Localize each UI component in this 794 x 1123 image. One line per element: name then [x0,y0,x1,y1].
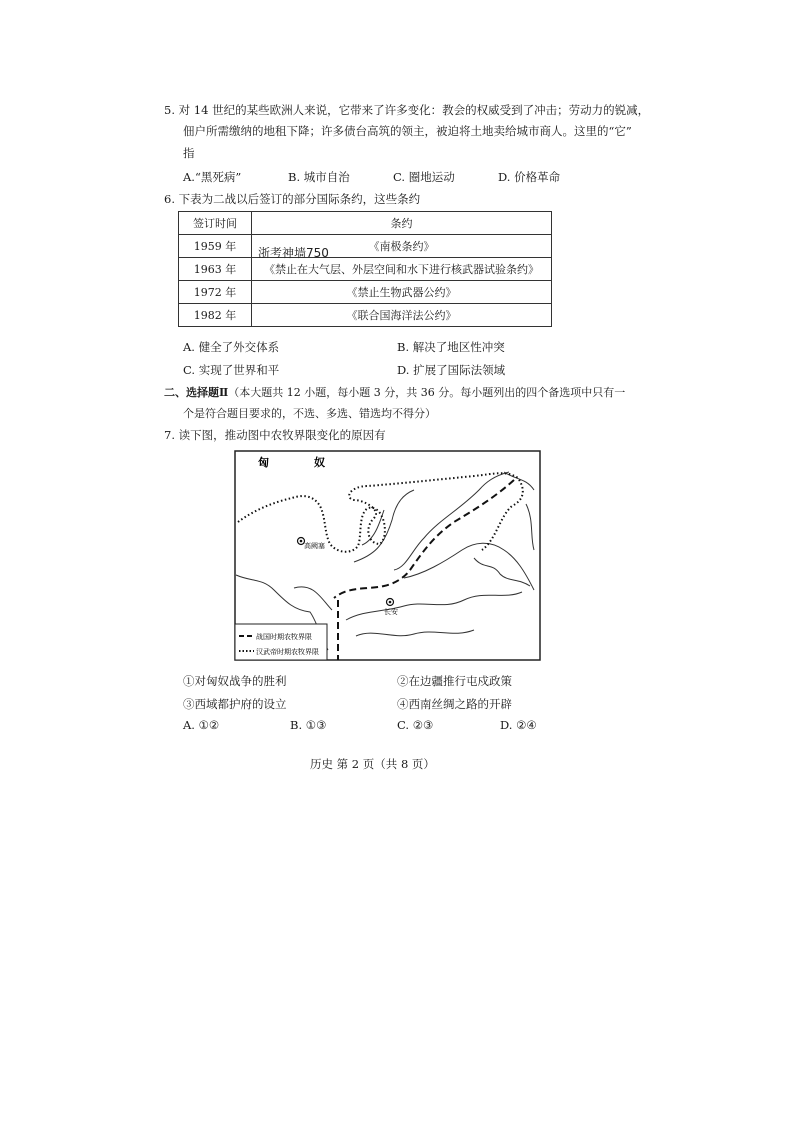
q7-option-c[interactable]: C. ②③ [397,718,434,732]
table-row [179,258,552,281]
q6-option-d[interactable]: D. 扩展了国际法领域 [397,363,506,377]
q5-option-d[interactable]: D. 价格革命 [498,170,561,184]
q7-option-b[interactable]: B. ①③ [290,718,327,732]
gaoque-marker-dot [300,540,303,543]
q5-line-2: 佃户所需缴纳的地租下降；许多债台高筑的领主，被迫将土地卖给城市商人。这里的“它” [183,124,632,138]
q6-option-b[interactable]: B. 解决了地区性冲突 [397,340,505,354]
table-cell-treaty: 《禁止生物武器公约》 [252,281,552,304]
city-label-gaoque: 高阙塞 [304,542,325,550]
q6-option-c[interactable]: C. 实现了世界和平 [183,363,280,377]
table-row [179,281,552,304]
q6-stem: 6. 下表为二战以后签订的部分国际条约，这些条约 [164,192,421,206]
section2-desc-1: （本大题共 12 小题，每小题 3 分，共 36 分。每小题列出的四个备选项中只有一 [228,386,626,399]
q7-choice-4: ④西南丝绸之路的开辟 [397,697,512,711]
legend-label-warring-states: 战国时期农牧界限 [256,633,312,641]
q5-option-c[interactable]: C. 圈地运动 [393,170,455,184]
section2-desc-2: 个是符合题目要求的，不选、多选、错选均不得分） [183,407,436,420]
city-label-changan: 长安 [384,608,398,616]
table-cell-treaty: 《禁止在大气层、外层空间和水下进行核武器试验条约》 [252,258,552,281]
table-cell-year: 1963 年 [179,258,252,281]
map-figure [234,450,541,661]
page-footer: 历史 第 2 页（共 8 页） [310,757,435,771]
q6-option-a[interactable]: A. 健全了外交体系 [183,340,280,354]
treaty-table [178,211,552,327]
q7-choice-3: ③西域都护府的设立 [183,697,287,711]
q7-option-d[interactable]: D. ②④ [500,718,537,732]
table-cell-treaty: 《南极条约》 [252,235,552,258]
table-header-cell: 条约 [252,212,552,235]
table-cell-treaty: 《联合国海洋法公约》 [252,304,552,327]
table-header-row [179,212,552,235]
changan-marker-dot [389,601,392,604]
watermark-text: 浙考神墙750 [258,246,329,260]
table-cell-year: 1959 年 [179,235,252,258]
table-header-cell: 签订时间 [179,212,252,235]
q5-option-a[interactable]: A.“黑死病” [183,170,242,184]
q7-option-a[interactable]: A. ①② [183,718,220,732]
table-row [179,304,552,327]
section2-title: 二、选择题Ⅱ [164,386,229,399]
region-label-nu: 奴 [314,456,325,469]
q5-line-3: 指 [183,146,195,160]
q7-choice-2: ②在边疆推行屯戍政策 [397,674,512,688]
table-row [179,235,552,258]
section2-heading [164,384,625,400]
map-svg [234,450,541,661]
region-label-xiong: 匈 [258,456,269,469]
table-cell-year: 1972 年 [179,281,252,304]
table-cell-year: 1982 年 [179,304,252,327]
legend-label-han: 汉武帝时期农牧界限 [256,648,319,656]
q5-line-1: 5. 对 14 世纪的某些欧洲人来说，它带来了许多变化：教会的权威受到了冲击；劳动力的锐减， [164,103,650,117]
q7-choice-1: ①对匈奴战争的胜利 [183,674,287,688]
q5-option-b[interactable]: B. 城市自治 [288,170,350,184]
q7-stem: 7. 读下图，推动图中农牧界限变化的原因有 [164,428,386,442]
